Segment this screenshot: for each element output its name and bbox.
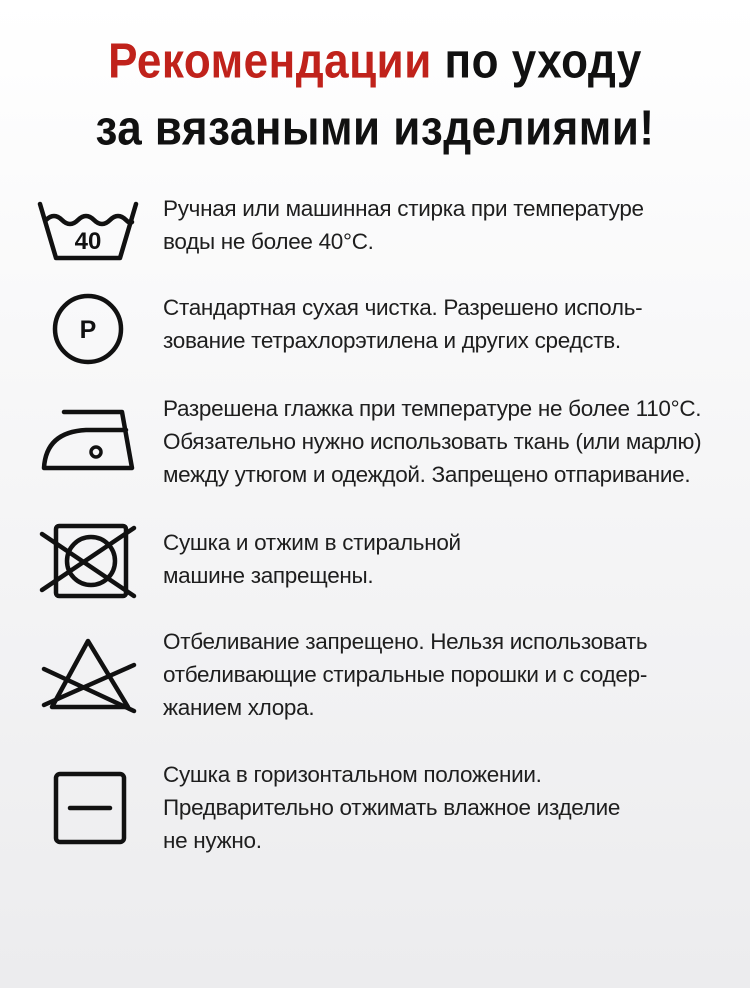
no-bleach-icon [34,635,142,725]
text-line: Ручная или машинная стирка при температуре [163,196,644,221]
text-line: зование тетрахлорэтилена и других средств. [163,328,621,353]
title-line-2: за вязаными изделиями! [95,100,655,156]
care-text-dry-clean [163,291,733,357]
text-line: Стандартная сухая чистка. Разрешено исполь- [163,295,643,320]
care-text-dry-flat [163,758,733,857]
text-line: Сушка и отжим в стиральной [163,530,461,555]
title-rest: по уходу [444,33,642,89]
text-line: Сушка в горизонтальном положении. [163,762,542,787]
text-line: машине запрещены. [163,563,374,588]
care-text-iron [163,392,733,491]
care-text-tumble-dry [163,526,733,592]
text-line: между утюгом и одеждой. Запрещено отпаривание. [163,462,691,487]
no-tumble-dry-icon [34,520,142,610]
dry-flat-icon [34,770,142,860]
page-title [0,28,750,162]
iron-one-dot-icon [34,396,142,486]
text-line: Предварительно отжимать влажное изделие [163,795,621,820]
dry-clean-p-icon [34,285,142,375]
title-accent: Рекомендации [108,33,432,89]
wash-temp-label: 40 [74,228,102,255]
text-line: воды не более 40°С. [163,229,374,254]
text-line: Разрешена глажка при температуре не более 110°С. [163,396,702,421]
title-line-1 [0,28,750,95]
text-line: Отбеливание запрещено. Нельзя использовать [163,629,648,654]
text-line: отбеливающие стиральные порошки и с содер- [163,662,648,687]
text-line: жанием хлора. [163,695,315,720]
care-text-bleach [163,625,733,724]
dry-clean-label: P [79,316,97,344]
text-line: не нужно. [163,828,262,853]
text-line: Обязательно нужно использовать ткань (или марлю) [163,429,702,454]
hand-wash-40-icon [34,194,142,284]
care-text-wash [163,192,733,258]
